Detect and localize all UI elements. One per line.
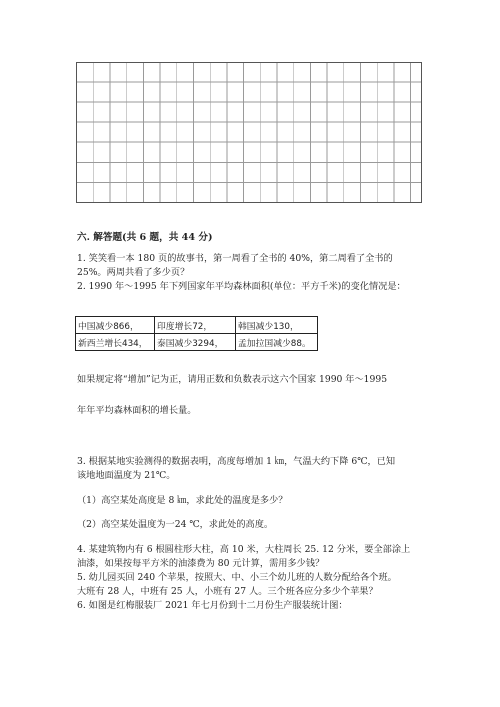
table-cell: 中国减少866，	[76, 317, 155, 334]
q3-line2: 该地地面温度为 21℃。	[77, 470, 176, 481]
q5-line2: 大班有 28 人，中班有 25 人，小班有 27 人。三个班各应分多少个苹果？	[77, 586, 378, 597]
table-cell: 印度增长72，	[155, 317, 236, 334]
writing-grid	[76, 62, 422, 203]
table-cell: 孟加拉国减少88。	[236, 334, 318, 351]
table-row	[76, 334, 318, 351]
q3-sub1: （1）高空某处高度是 8 ㎞，求此处的温度是多少？	[77, 495, 288, 506]
table-cell: 韩国减少130，	[236, 317, 318, 334]
q4-line2: 油漆，如果按每平方米的油漆费为 80 元计算，需用多少钱？	[77, 558, 325, 569]
q1-line2: 25%。两周共看了多少页？	[77, 267, 190, 278]
q2-line2: 如果规定将“增加”记为正，请用正数和负数表示这六个国家 1990 年～1995	[77, 374, 388, 385]
forest-change-table	[75, 316, 318, 351]
q6-line1: 6. 如图是红梅服装厂 2021 年七月份到十二月份生产服装统计图：	[77, 600, 348, 611]
q3-sub2: （2）高空某处温度为一24 ℃，求此处的高度。	[77, 519, 274, 530]
table-cell: 泰国减少3294，	[155, 334, 236, 351]
q2-line3: 年年平均森林面积的增长量。	[77, 405, 197, 416]
q4-line1: 4. 某建筑物内有 6 根圆柱形大柱，高 10 米，大柱周长 25. 12 分米，要全部涂上	[77, 544, 411, 555]
q1-line1: 1. 笑笑看一本 180 页的故事书，第一周看了全书的 40%，第二周看了全书的	[77, 253, 393, 264]
table-cell: 新西兰增长434，	[76, 334, 155, 351]
table-row	[76, 317, 318, 334]
q3-line1: 3. 根据某地实验测得的数据表明，高度每增加 1 ㎞，气温大约下降 6℃，已知	[77, 456, 396, 467]
q5-line1: 5. 幼儿园买回 240 个苹果，按照大、中、小三个幼儿班的人数分配给各个班。	[77, 572, 397, 583]
q2-line1: 2. 1990 年～1995 年下列国家年平均森林面积(单位：平方千米)的变化情况是：	[77, 281, 406, 292]
section-title: 六. 解答题(共 6 题，共 44 分)	[77, 232, 213, 243]
